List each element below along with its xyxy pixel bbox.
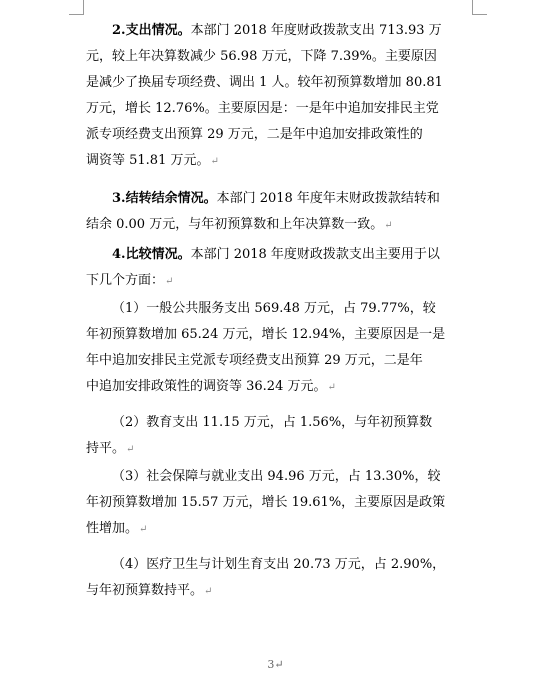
section-heading: 2.支出情况。	[112, 23, 191, 38]
text-run: 下几个方面：	[86, 273, 165, 288]
text-run: 年初预算数增加 65.24 万元，增长 12.94%，主要原因是一是	[86, 327, 446, 342]
text-run: （1）一般公共服务支出 569.48 万元，占 79.77%，较	[112, 301, 436, 316]
text-run: 持平。	[86, 441, 126, 456]
text-line	[0, 352, 551, 370]
text-line	[0, 414, 551, 432]
paragraph-mark: ↵	[327, 382, 336, 393]
text-line	[0, 216, 551, 235]
text-run: 结余 0.00 万元，与年初预算数和上年决算数一致。	[86, 217, 384, 232]
paragraph-mark: ↵	[384, 220, 393, 231]
text-line	[0, 48, 551, 66]
text-run: 本部门 2018 年度年末财政拨款结转和	[216, 191, 440, 206]
text-line	[0, 272, 551, 291]
margin-corner-mark-left	[69, 0, 84, 15]
text-line	[0, 468, 551, 486]
paragraph-mark: ↵	[210, 156, 219, 167]
text-run: 元，较上年决算数减少 56.98 万元，下降 7.39%。主要原因	[86, 49, 437, 64]
page-number: 3↵	[267, 658, 284, 671]
section-heading: 4.比较情况。	[112, 247, 191, 262]
text-line	[0, 582, 551, 601]
text-run: 年初预算数增加 15.57 万元，增长 19.61%，主要原因是政策	[86, 495, 446, 510]
text-run: 本部门 2018 年度财政拨款支出主要用于以	[190, 247, 440, 262]
text-line	[0, 556, 551, 574]
text-line	[0, 190, 551, 208]
paragraph-mark: ↵	[204, 586, 213, 597]
paragraph-mark: ↵	[165, 276, 174, 287]
text-line	[0, 520, 551, 539]
text-line	[0, 74, 551, 92]
text-run: 本部门 2018 年度财政拨款支出 713.93 万	[190, 23, 442, 38]
text-line	[0, 440, 551, 459]
text-line	[0, 300, 551, 318]
margin-corner-mark-right	[472, 0, 487, 15]
text-run: 调资等 51.81 万元。	[86, 153, 210, 168]
text-line	[0, 100, 551, 118]
text-run: （2）教育支出 11.15 万元，占 1.56%，与年初预算数	[112, 415, 433, 430]
text-run: 年中追加安排民主党派专项经费支出预算 29 万元，二是年	[86, 353, 423, 368]
text-run: 与年初预算数持平。	[86, 583, 204, 598]
text-run: （4）医疗卫生与计划生育支出 20.73 万元，占 2.90%，	[112, 557, 446, 572]
text-line	[0, 326, 551, 344]
section-heading: 3.结转结余情况。	[112, 191, 217, 206]
text-run: （3）社会保障与就业支出 94.96 万元，占 13.30%，较	[112, 469, 441, 484]
text-run: 中追加安排政策性的调资等 36.24 万元。	[86, 379, 327, 394]
text-line	[0, 152, 551, 171]
text-line	[0, 494, 551, 512]
text-line	[0, 126, 551, 144]
text-run: 性增加。	[86, 521, 139, 536]
text-run: 派专项经费支出预算 29 万元，二是年中追加安排政策性的	[86, 127, 423, 142]
text-line	[0, 22, 551, 40]
text-run: 是减少了换届专项经费、调出 1 人。较年初预算数增加 80.81	[86, 75, 443, 90]
paragraph-mark: ↵	[126, 444, 135, 455]
paragraph-mark: ↵	[139, 524, 148, 535]
text-line	[0, 246, 551, 264]
text-run: 万元，增长 12.76%。主要原因是：一是年中追加安排民主党	[86, 101, 439, 116]
text-line	[0, 378, 551, 397]
